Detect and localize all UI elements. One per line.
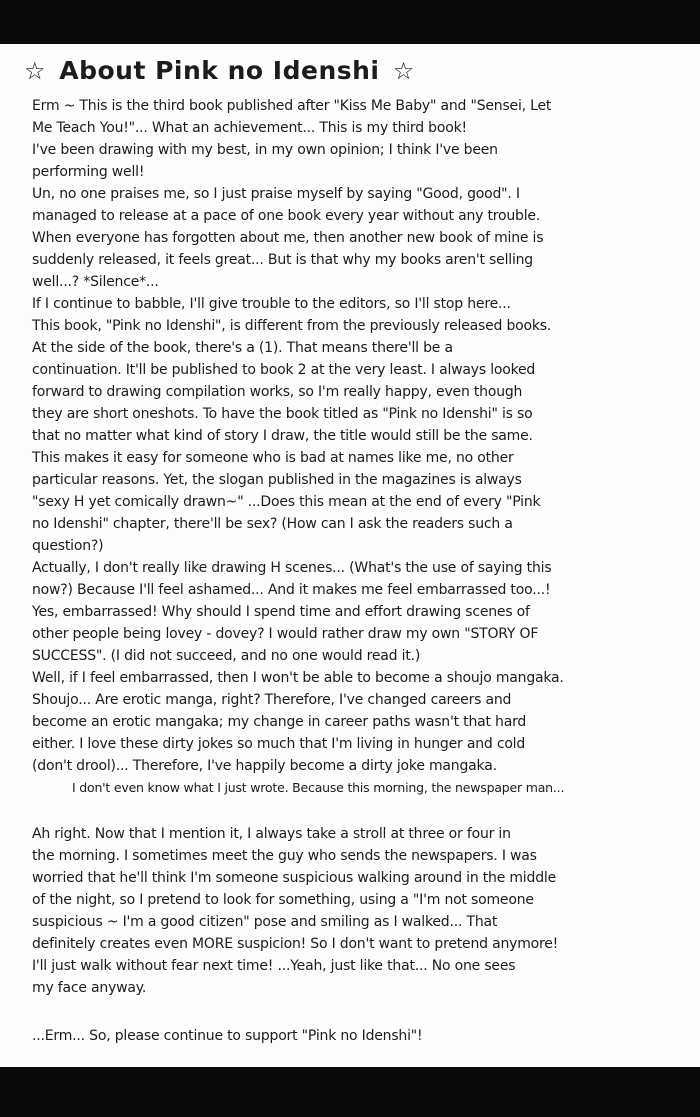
text-line: Shoujo... Are erotic manga, right? Therefore, I've changed careers and [32, 692, 512, 708]
text-line: This book, "Pink no Idenshi", is different from the previously released books. [32, 318, 552, 334]
text-line: now?) Because I'll feel ashamed... And it makes me feel embarrassed too...! [32, 582, 551, 598]
text-line: become an erotic mangaka; my change in career paths wasn't that hard [32, 714, 527, 730]
text-line: Well, if I feel embarrassed, then I won't be able to become a shoujo mangaka. [32, 670, 564, 686]
text-line: If I continue to babble, I'll give trouble to the editors, so I'll stop here... [32, 296, 511, 312]
text-line: they are short oneshots. To have the book titled as "Pink no Idenshi" is so [32, 406, 533, 422]
text-line: I've been drawing with my best, in my own opinion; I think I've been [32, 142, 498, 158]
text-line: Erm ~ This is the third book published after "Kiss Me Baby" and "Sensei, Let [32, 98, 552, 114]
text-line: that no matter what kind of story I draw, the title would still be the same. [32, 428, 533, 444]
text-line: Actually, I don't really like drawing H scenes... (What's the use of saying this [32, 560, 552, 576]
text-line: I'll just walk without fear next time! ...Yeah, just like that... No one sees [32, 958, 516, 974]
text-line: SUCCESS". (I did not succeed, and no one would read it.) [32, 648, 421, 664]
text-line: continuation. It'll be published to book 2 at the very least. I always looked [32, 362, 536, 378]
text-line: suddenly released, it feels great... But is that why my books aren't selling [32, 252, 533, 268]
text-line: forward to drawing compilation works, so I'm really happy, even though [32, 384, 523, 400]
page-title-text: About Pink no Idenshi [59, 56, 380, 85]
text-line: definitely creates even MORE suspicion! So I don't want to pretend anymore! [32, 936, 559, 952]
page-title [20, 56, 700, 85]
text-line: no Idenshi" chapter, there'll be sex? (How can I ask the readers such a [32, 516, 513, 532]
text-line: Me Teach You!"... What an achievement... This is my third book! [32, 120, 467, 136]
text-line: particular reasons. Yet, the slogan published in the magazines is always [32, 472, 522, 488]
text-line-small: I don't even know what I just wrote. Because this morning, the newspaper man... [72, 780, 565, 795]
page-content [0, 44, 700, 1067]
text-line: the morning. I sometimes meet the guy who sends the newspapers. I was [32, 848, 537, 864]
text-line: This makes it easy for someone who is bad at names like me, no other [32, 450, 514, 466]
text-line: well...? *Silence*... [32, 274, 159, 290]
text-line: suspicious ~ I'm a good citizen" pose and smiling as I walked... That [32, 914, 498, 930]
paragraph-opening [32, 95, 680, 777]
top-black-bar [0, 0, 700, 44]
text-line: performing well! [32, 164, 145, 180]
text-line: either. I love these dirty jokes so much that I'm living in hunger and cold [32, 736, 526, 752]
text-line: (don't drool)... Therefore, I've happily become a dirty joke mangaka. [32, 758, 497, 774]
text-line: Yes, embarrassed! Why should I spend time and effort drawing scenes of [32, 604, 530, 620]
text-line: worried that he'll think I'm someone suspicious walking around in the middle [32, 870, 556, 886]
text-line: question?) [32, 538, 104, 554]
text-line: my face anyway. [32, 980, 147, 996]
bottom-black-bar [0, 1067, 700, 1117]
star-icon: ☆ [24, 57, 47, 85]
text-line: of the night, so I pretend to look for something, using a "I'm not someone [32, 892, 534, 908]
afterword-text [32, 95, 680, 1047]
paragraph-closing [32, 1025, 680, 1047]
star-icon: ☆ [392, 57, 415, 85]
text-line: At the side of the book, there's a (1). That means there'll be a [32, 340, 453, 356]
text-line: Ah right. Now that I mention it, I always take a stroll at three or four in [32, 826, 511, 842]
text-line: Un, no one praises me, so I just praise myself by saying "Good, good". I [32, 186, 520, 202]
text-line: When everyone has forgotten about me, then another new book of mine is [32, 230, 544, 246]
text-line: other people being lovey - dovey? I would rather draw my own "STORY OF [32, 626, 539, 642]
paragraph-stroll [32, 823, 680, 999]
text-line: "sexy H yet comically drawn~" ...Does this mean at the end of every "Pink [32, 494, 541, 510]
text-line: managed to release at a pace of one book every year without any trouble. [32, 208, 541, 224]
paragraph-small-note [32, 777, 680, 799]
text-line: ...Erm... So, please continue to support "Pink no Idenshi"! [32, 1028, 423, 1044]
